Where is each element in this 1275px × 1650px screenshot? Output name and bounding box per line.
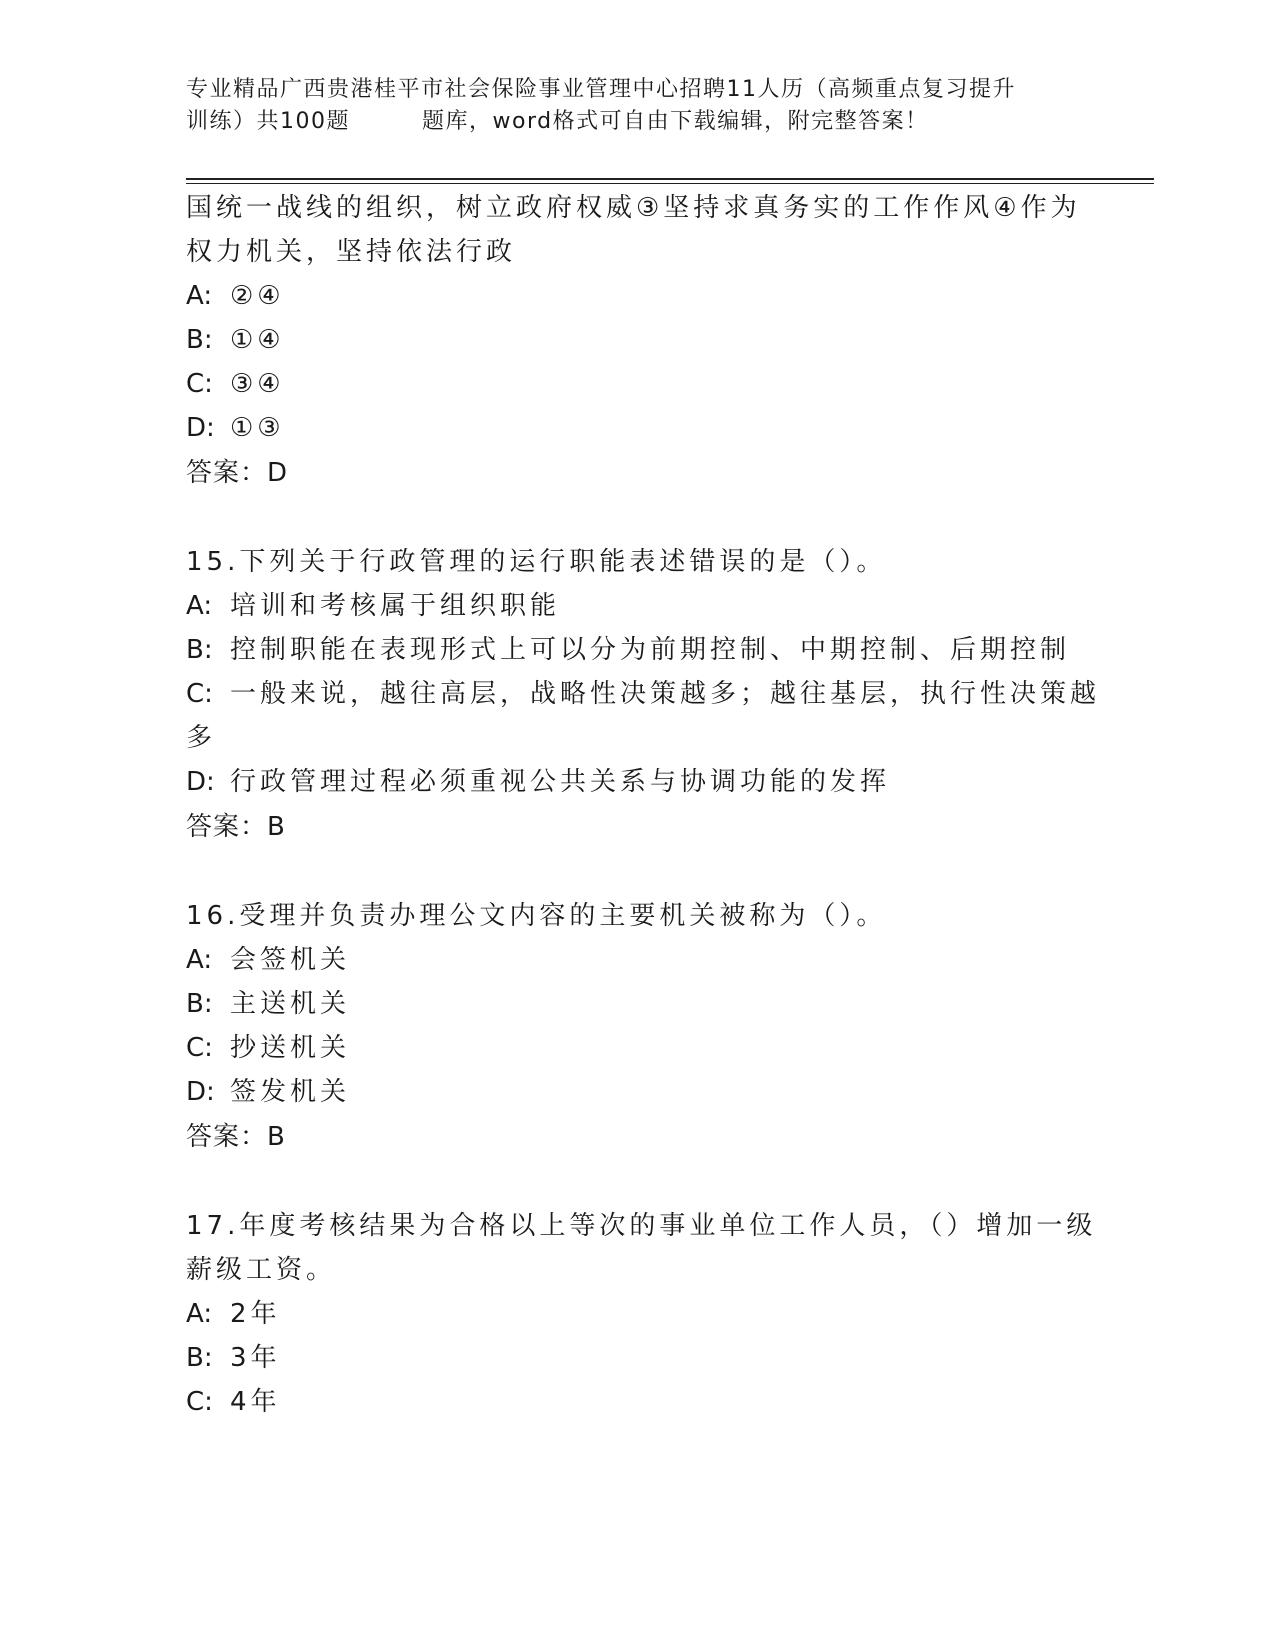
option-a xyxy=(186,274,1066,318)
option-text: 主送机关 xyxy=(230,989,351,1019)
option-key: B: xyxy=(186,325,213,355)
option-key: A: xyxy=(186,945,213,975)
question-stem: 16.受理并负责办理公文内容的主要机关被称为（）。 xyxy=(186,901,887,931)
option-text: 4年 xyxy=(230,1387,281,1417)
option-text: ②④ xyxy=(230,281,285,311)
option-c xyxy=(186,1026,1066,1070)
option-text: 3年 xyxy=(230,1343,281,1373)
option-key: C: xyxy=(186,1033,213,1063)
option-key: B: xyxy=(186,1343,213,1373)
option-text: 控制职能在表现形式上可以分为前期控制、中期控制、后期控制 xyxy=(230,635,1071,665)
option-key: B: xyxy=(186,989,213,1019)
question-list xyxy=(186,186,1101,1424)
option-key: D: xyxy=(186,413,215,443)
answer: 答案：B xyxy=(186,812,286,842)
option-text: 签发机关 xyxy=(230,1077,351,1107)
option-b xyxy=(186,982,1066,1026)
option-key: A: xyxy=(186,281,213,311)
header-title-line2 xyxy=(186,106,1086,138)
option-a xyxy=(186,938,1066,982)
option-text: ③④ xyxy=(230,369,285,399)
question-stem: 17.年度考核结果为合格以上等次的事业单位工作人员，（）增加一级 xyxy=(186,1211,1097,1241)
question-stem-continued: 权力机关，坚持依法行政 xyxy=(186,237,517,267)
option-b xyxy=(186,628,1071,672)
header-rule-thin xyxy=(186,183,1154,184)
option-key: A: xyxy=(186,1299,213,1329)
option-text: 抄送机关 xyxy=(230,1033,351,1063)
option-text: ①④ xyxy=(230,325,285,355)
option-key: C: xyxy=(186,369,213,399)
option-a xyxy=(186,1292,1066,1336)
option-text: 会签机关 xyxy=(230,945,351,975)
option-text: 2年 xyxy=(230,1299,281,1329)
option-c xyxy=(186,672,1101,716)
option-d xyxy=(186,1070,1066,1114)
header-title-line2-left: 训练）共100题 xyxy=(186,109,350,134)
option-text: 行政管理过程必须重视公共关系与协调功能的发挥 xyxy=(230,767,891,797)
option-text: 一般来说，越往高层，战略性决策越多；越往基层，执行性决策越 xyxy=(230,679,1101,709)
option-key: C: xyxy=(186,1387,213,1417)
header-title-line2-right: 题库，word格式可自由下载编辑，附完整答案！ xyxy=(422,109,929,134)
option-key: D: xyxy=(186,767,215,797)
option-key: A: xyxy=(186,591,213,621)
question-stem-continued: 薪级工资。 xyxy=(186,1255,337,1285)
question-stem: 国统一战线的组织，树立政府权威③坚持求真务实的工作作风④作为 xyxy=(186,193,1081,223)
option-text: 培训和考核属于组织职能 xyxy=(230,591,561,621)
option-key: D: xyxy=(186,1077,215,1107)
question-16 xyxy=(186,894,1066,1160)
option-text: ①③ xyxy=(230,413,285,443)
question-15 xyxy=(186,540,1101,850)
answer: 答案：B xyxy=(186,1122,286,1152)
option-c xyxy=(186,362,1066,406)
option-d xyxy=(186,406,1066,450)
option-key: B: xyxy=(186,635,213,665)
answer: 答案：D xyxy=(186,458,289,488)
header-rule-thick xyxy=(186,178,1154,180)
question-17 xyxy=(186,1204,1097,1424)
question-stem: 15.下列关于行政管理的运行职能表述错误的是（）。 xyxy=(186,547,887,577)
option-a xyxy=(186,584,1066,628)
option-d xyxy=(186,760,1066,804)
question-14 xyxy=(186,186,1081,496)
option-b xyxy=(186,1336,1066,1380)
option-c xyxy=(186,1380,1066,1424)
header-title-line1: 专业精品广西贵港桂平市社会保险事业管理中心招聘11人历（高频重点复习提升 xyxy=(186,77,1016,102)
option-b xyxy=(186,318,1066,362)
option-c-continued: 多 xyxy=(186,723,217,753)
option-key: C: xyxy=(186,679,213,709)
document-header xyxy=(186,74,1086,138)
